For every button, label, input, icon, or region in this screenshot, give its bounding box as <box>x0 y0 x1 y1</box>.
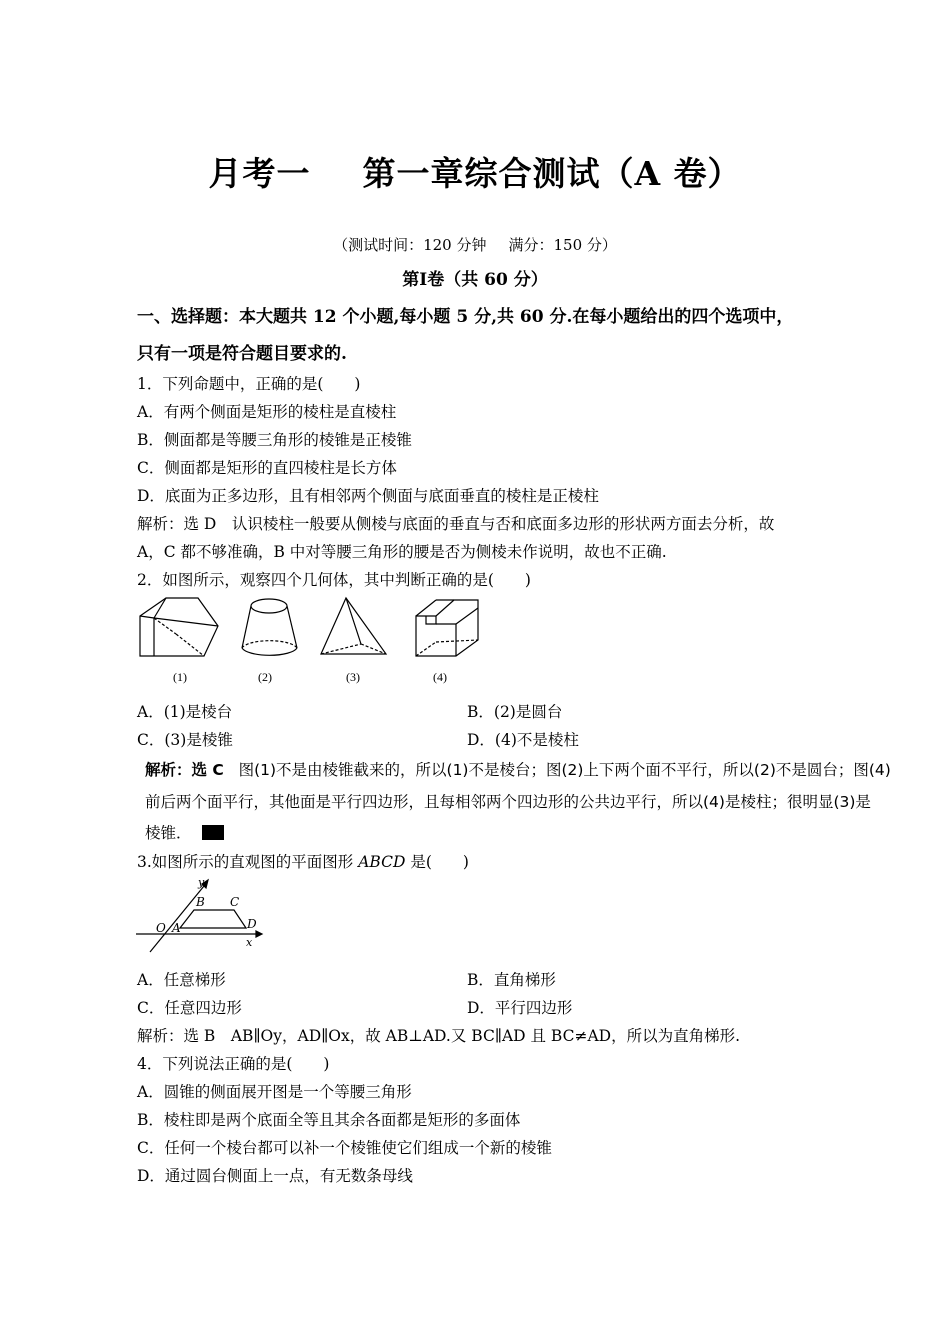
q4-option-b: B．棱柱即是两个底面全等且其余各面都是矩形的多面体 <box>137 1111 521 1129</box>
end-mark <box>202 825 224 840</box>
q3-option-c: C．任意四边形 <box>137 999 242 1017</box>
q2-analysis: 解析：选 C 图(1)不是由棱锥截来的，所以(1)不是棱台；图(2)上下两个面不平行，所以(2)不是圆台；图(4) <box>145 761 891 779</box>
q4-option-c: C．任何一个棱台都可以补一个棱锥使它们组成一个新的棱锥 <box>137 1139 552 1157</box>
q1-analysis: 解析：选 D 认识棱柱一般要从侧棱与底面的垂直与否和底面多边形的形状两方面去分析，故 <box>137 515 775 533</box>
q1-option-b: B．侧面都是等腰三角形的棱锥是正棱锥 <box>137 431 412 449</box>
q3-analysis: 解析：选 B AB∥Oy，AD∥Ox，故 AB⊥AD.又 BC∥AD 且 BC≠AD，所以为直角梯形. <box>137 1027 741 1045</box>
label-o: O <box>156 921 166 935</box>
section-heading: 一、选择题：本大题共 12 个小题,每小题 5 分,共 60 分.在每小题给出的四个选项中， <box>137 307 794 327</box>
figure-label-3: (3) <box>346 670 360 684</box>
q4-option-d: D．通过圆台侧面上一点，有无数条母线 <box>137 1167 413 1185</box>
figure-label-2: (2) <box>258 670 272 684</box>
solid-3-pyramid-drawing <box>321 598 386 654</box>
q2-solids-figure <box>136 596 486 668</box>
solid-4-prism-drawing <box>416 600 478 656</box>
q2-option-b: B．(2)是圆台 <box>467 703 563 721</box>
q2-analysis-cont: 前后两个面平行，其他面是平行四边形，且每相邻两个四边形的公共边平行，所以(4)是棱柱；很明显(3)是 <box>145 793 871 811</box>
q1-option-c: C．侧面都是矩形的直四棱柱是长方体 <box>137 459 397 477</box>
label-c: C <box>230 895 240 909</box>
figure-label-1: (1) <box>173 670 187 684</box>
q4-stem: 4．下列说法正确的是( ) <box>137 1055 330 1073</box>
q1-stem: 1．下列命题中，正确的是( ) <box>137 375 361 393</box>
q2-option-a: A．(1)是棱台 <box>137 703 233 721</box>
q2-option-d: D．(4)不是棱柱 <box>467 731 579 749</box>
trapezoid-abcd <box>180 910 246 928</box>
q3-trapezoid-figure <box>136 876 266 956</box>
label-x: x <box>246 936 253 949</box>
q2-analysis-end: 棱锥． <box>145 821 224 843</box>
q3-stem: 3.如图所示的直观图的平面图形 ABCD 是( ) <box>137 853 469 871</box>
volume-heading: 第Ⅰ卷（共 60 分） <box>402 270 548 290</box>
q3-option-d: D．平行四边形 <box>467 999 573 1017</box>
solid-1-frustum-drawing <box>140 598 218 656</box>
q2-stem: 2．如图所示，观察四个几何体，其中判断正确的是( ) <box>137 571 531 589</box>
q3-option-b: B．直角梯形 <box>467 971 556 989</box>
q1-option-a: A．有两个侧面是矩形的棱柱是直棱柱 <box>137 403 397 421</box>
x-axis-arrow <box>256 931 262 937</box>
q2-option-c: C．(3)是棱锥 <box>137 731 233 749</box>
section-heading-cont: 只有一项是符合题目要求的. <box>137 344 347 364</box>
label-d: D <box>247 917 257 931</box>
label-b: B <box>196 895 205 909</box>
solid-2-cone-frustum-drawing <box>242 599 297 655</box>
q4-option-a: A．圆锥的侧面展开图是一个等腰三角形 <box>137 1083 412 1101</box>
page-title: 月考一 第一章综合测试（A 卷） <box>208 154 742 193</box>
q1-analysis-cont: A，C 都不够准确，B 中对等腰三角形的腰是否为侧棱未作说明，故也不正确. <box>137 543 667 561</box>
label-a: A <box>172 921 181 935</box>
label-y: y <box>198 876 205 889</box>
q3-option-a: A．任意梯形 <box>137 971 226 989</box>
figure-label-4: (4) <box>433 670 447 684</box>
exam-meta: （测试时间：120 分钟 满分：150 分） <box>333 236 617 254</box>
q1-option-d: D．底面为正多边形，且有相邻两个侧面与底面垂直的棱柱是正棱柱 <box>137 487 599 505</box>
